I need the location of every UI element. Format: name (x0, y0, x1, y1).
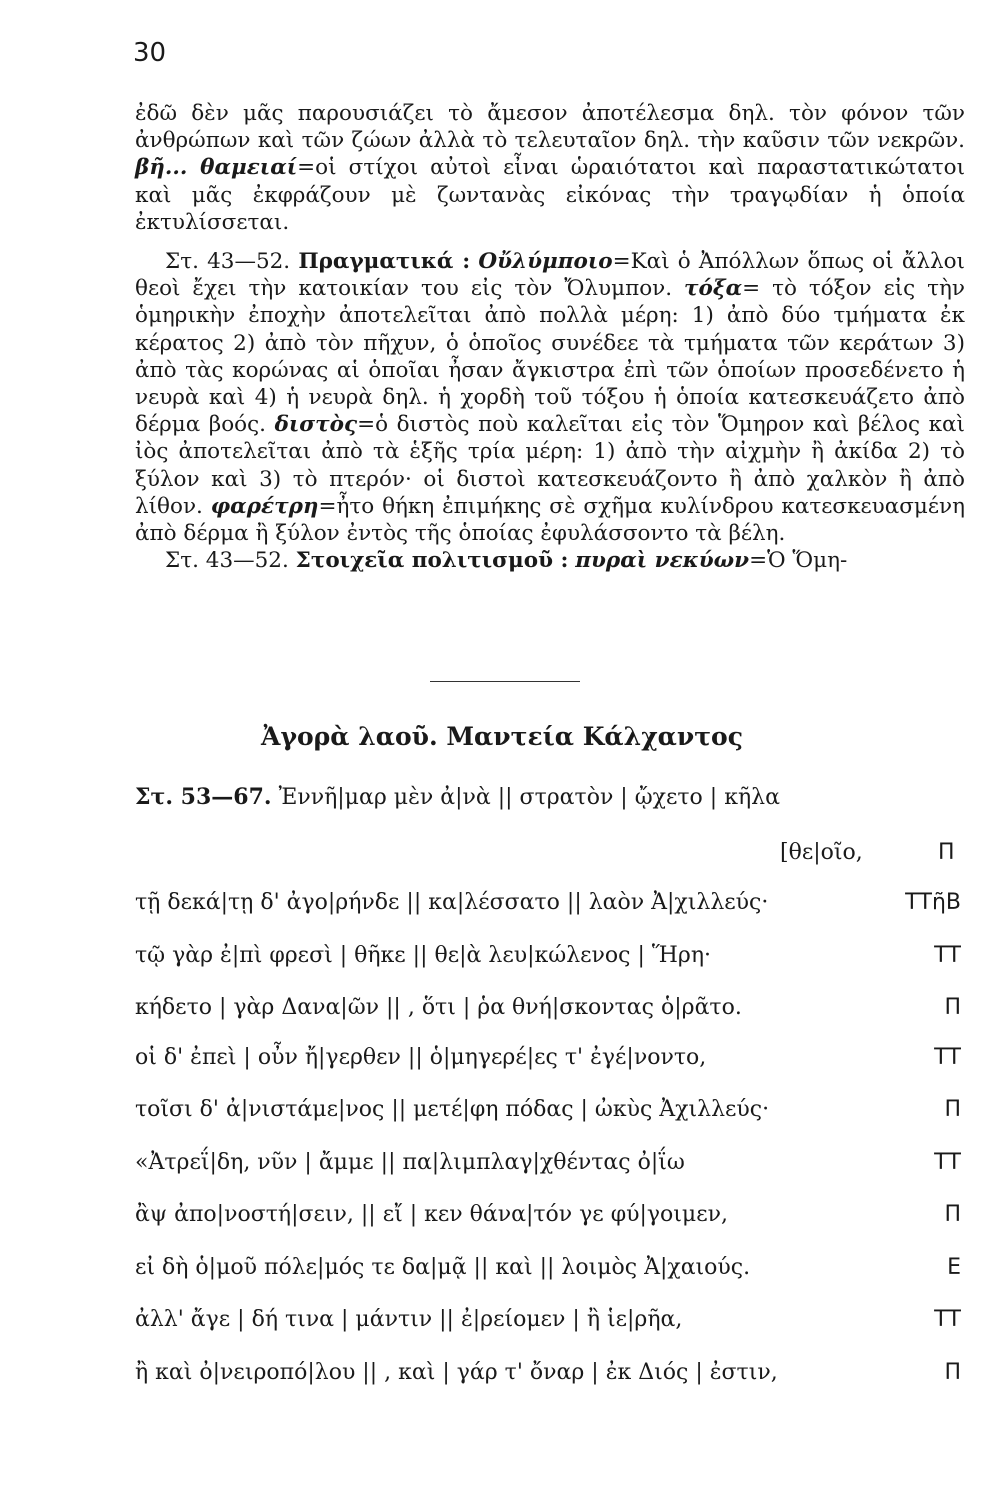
definition: = τὸ τόξον εἰς τὴν ὁμηρικὴν ἐποχὴν ἀποτελεῖται ἀπὸ πολλὰ μέρη: 1) ἀπὸ δύο τμήματα ἐκ κέρατος 2) ἀπὸ τὸν πῆχυν, ὁ ὁποῖος συνέδεε τὰ τμήματα τῶν κεράτων 3) ἀπὸ τὰς κορώνας αἱ ὁποῖαι ἦσαν ἄγκιστρα ἐπὶ τῶν ὁποίων προσεδένετο ἡ νευρὰ καὶ 4) ἡ νευρὰ δηλ. ἡ χορδὴ τοῦ τόξου ἡ ὁποία κατεσκευάζετο ἀπὸ δέρμα βοός. (135, 276, 965, 438)
verse-text: Ἐννῆ|μαρ μὲν ἀ|νὰ || στρατὸν | ᾤχετο | κῆλα (278, 785, 780, 810)
verse-text: τῷ γὰρ ἐ|πὶ φρεσὶ | θῆκε || θε|ὰ λευ|κώλενος | Ἥρη· (135, 943, 712, 968)
verse-reference: Στ. 43—52. (165, 548, 289, 574)
subheading: Στοιχεῖα πολιτισμοῦ : (295, 548, 569, 574)
definition: =ἦτο θήκη ἐπιμήκης σὲ σχῆμα κυλίνδρου κατεσκευασμένη ἀπὸ δέρμα ἢ ξύλον ἐντὸς τῆς ὁποίας ἐφυλάσσοντο τὰ βέλη. (135, 493, 965, 547)
page-number: 30 (133, 38, 167, 68)
verse-text: εἰ δὴ ὁ|μοῦ πόλε|μός τε δα|μᾷ || καὶ || λοιμὸς Ἀ|χαιούς. (135, 1255, 751, 1280)
verse-text: «Ἀτρεΐ|δη, νῦν | ἄμμε || πα|λιμπλαγ|χθέντας ὀ|ΐω (135, 1150, 685, 1175)
scansion-mark: Π (944, 1097, 961, 1122)
verse-text: τῇ δεκά|τῃ δ' ἀγο|ρήνδε || κα|λέσσατο || λαὸν Ἀ|χιλλεύς· (135, 890, 769, 915)
verse-text: κήδετο | γὰρ Δανα|ῶν || , ὅτι | ῥα θνή|σκοντας ὁ|ρᾶτο. (135, 995, 742, 1020)
definition: =Καὶ ὁ Ἀπόλλων ὅπως οἱ ἄλλοι θεοὶ ἔχει τὴν κατοικίαν του εἰς τὸν Ὄλυμπον. (135, 249, 965, 302)
commentary-block (135, 100, 965, 574)
term: διστὸς (274, 412, 358, 438)
scansion-mark: Π (938, 840, 955, 865)
verse-text: ἢ καὶ ὀ|νειροπό|λου || , καὶ | γάρ τ' ὄναρ | ἐκ Διός | ἐστιν, (135, 1360, 778, 1385)
commentary-text: ἐδῶ δὲν μᾶς παρουσιάζει τὸ ἄμεσον ἀποτέλεσμα δηλ. τὸν φόνον τῶν ἀνθρώπων καὶ τῶν ζώων ἀλλὰ τὸ τελευταῖον δηλ. τὴν καῦσιν τῶν νεκρῶν. (135, 101, 965, 154)
commentary-paragraph-1 (135, 100, 965, 236)
commentary-paragraph-3 (135, 547, 965, 574)
verse-reference: Στ. 53—67. (135, 784, 272, 810)
scansion-mark: Π (944, 1202, 961, 1227)
scansion-mark: ΤΤ (934, 1307, 961, 1332)
verse-text: ἂψ ἀπο|νοστή|σειν, || εἴ | κεν θάνα|τόν γε φύ|γοιμεν, (135, 1202, 728, 1227)
scansion-mark: ΤΤ (934, 1045, 961, 1070)
section-divider (430, 681, 580, 682)
verse-text: ἀλλ' ἄγε | δή τινα | μάντιν || ἐ|ρείομεν | ἢ ἱε|ρῆα, (135, 1307, 683, 1332)
scansion-mark: Ε (947, 1255, 961, 1280)
definition: =Ὁ Ὅμη- (749, 548, 848, 574)
definition: =ὁ διστὸς ποὺ καλεῖται εἰς τὸν Ὅμηρον καὶ βέλος καὶ ἰὸς ἀποτελεῖται ἀπὸ τὰ ἑξῆς τρία μέρη: 1) ἀπὸ τὴν αἰχμὴν ἢ ἀκίδα 2) τὸ ξύλον καὶ 3) τὸ πτερόν· οἱ διστοὶ κατεσκευάζοντο ἢ ἀπὸ χαλκὸν ἢ ἀπὸ λίθον. (135, 412, 965, 519)
subheading: Πραγματικά : (298, 249, 471, 275)
verse-text: οἱ δ' ἐπεὶ | οὖν ἤ|γερθεν || ὁ|μηγερέ|ες τ' ἐγέ|νοντο, (135, 1045, 707, 1070)
verse-reference: Στ. 43—52. (165, 249, 291, 275)
definition: =οἱ στίχοι αὐτοὶ εἶναι ὡραιότατοι καὶ παραστατικώτατοι καὶ μᾶς ἐκφράζουν μὲ ζωντανὰς εἰκόνας τὴν τραγῳδίαν ἡ ὁποία ἐκτυλίσσεται. (135, 155, 965, 235)
scansion-mark: Π (944, 1360, 961, 1385)
verse-heading-line (135, 784, 780, 810)
scansion-mark: Π (944, 995, 961, 1020)
scansion-mark: ΤΤῆΒ (905, 890, 961, 915)
section-title: Ἀγορὰ λαοῦ. Μαντεία Κάλχαντος (261, 722, 743, 751)
commentary-paragraph-2 (135, 248, 965, 547)
scansion-mark: ΤΤ (934, 1150, 961, 1175)
scansion-mark: ΤΤ (934, 943, 961, 968)
verse-text: τοῖσι δ' ἀ|νιστάμε|νος || μετέ|φη πόδας | ὠκὺς Ἀχιλλεύς· (135, 1097, 770, 1122)
term: βῆ... θαμειαί (135, 155, 298, 181)
verse-continuation: [θε|οῖο, (780, 840, 863, 865)
term: πυραὶ νεκύων (575, 548, 750, 574)
term: φαρέτρη (210, 493, 319, 519)
term: Οὔλύμποιο (478, 249, 613, 275)
term: τόξα (684, 276, 743, 302)
